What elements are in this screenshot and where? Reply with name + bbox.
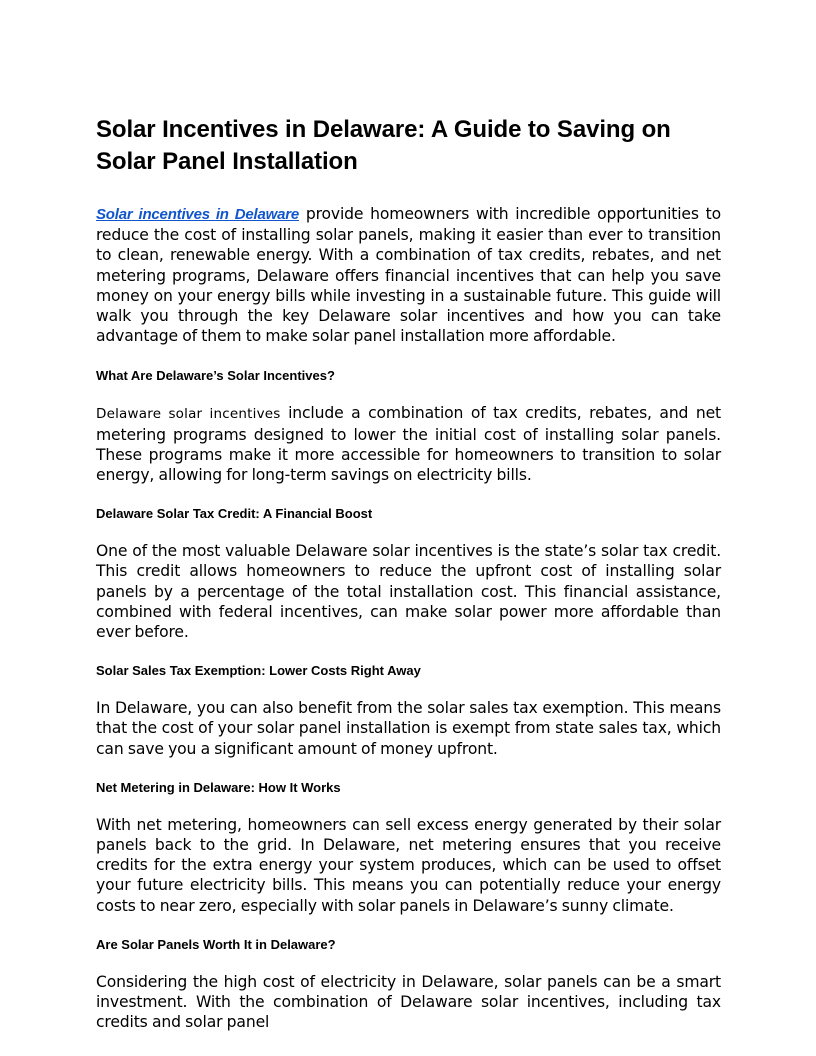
- document-page: [96, 114, 721, 1032]
- solar-incentives-link[interactable]: Solar incentives in Delaware: [96, 206, 300, 223]
- section-text-incentives: include a combination of tax credits, rebates, and net metering programs designed to lower the initial cost of installing solar panels. These programs make it more accessible for homeowners to transition to solar energy, allowing for long-term savings on electricity bills.: [96, 404, 722, 485]
- section-heading-sales-tax: Solar Sales Tax Exemption: Lower Costs Right Away: [96, 663, 421, 679]
- section-body-sales-tax: In Delaware, you can also benefit from the solar sales tax exemption. This means that the cost of your solar panel installation is exempt from state sales tax, which can save you a significant amount of money upfront.: [96, 699, 721, 758]
- section-heading-net-metering: Net Metering in Delaware: How It Works: [96, 779, 341, 795]
- section-heading-tax-credit: Delaware Solar Tax Credit: A Financial Boost: [96, 506, 373, 522]
- section-body-net-metering: With net metering, homeowners can sell excess energy generated by their solar panels back to the grid. In Delaware, net metering ensures that you receive credits for the extra energy your system produces, which can be used to offset your future electricity bills. This means you can potentially reduce your energy costs to near zero, especially with solar panels in Delaware’s sunny climate.: [96, 815, 721, 915]
- section-heading-incentives: What Are Delaware’s Solar Incentives?: [96, 368, 335, 384]
- section-body-incentives: [96, 403, 721, 485]
- intro-text: provide homeowners with incredible opportunities to reduce the cost of installing solar panels, making it easier than ever to transition to clean, renewable energy. With a combination of tax credits, rebates, and net metering programs, Delaware offers financial incentives that can help you save money on your energy bills while investing in a sustainable future. This guide will walk you through the key Delaware solar incentives and how you can take advantage of them to make solar panel installation more affordable.: [96, 205, 721, 346]
- section-body-worth-it: Considering the high cost of electricity in Delaware, solar panels can be a smart investment. With the combination of Delaware solar incentives, including tax credits and solar panel: [96, 972, 721, 1032]
- section-lead-incentives: Delaware solar incentives: [96, 406, 281, 423]
- section-heading-worth-it: Are Solar Panels Worth It in Delaware?: [96, 936, 336, 952]
- intro-paragraph: [96, 204, 721, 346]
- section-body-tax-credit: One of the most valuable Delaware solar incentives is the state’s solar tax credit. This credit allows homeowners to reduce the upfront cost of installing solar panels by a percentage of the total installation cost. This financial assistance, combined with federal incentives, can make solar power more affordable than ever before.: [96, 542, 721, 642]
- page-title: Solar Incentives in Delaware: A Guide to Saving on Solar Panel Installation: [96, 116, 671, 175]
